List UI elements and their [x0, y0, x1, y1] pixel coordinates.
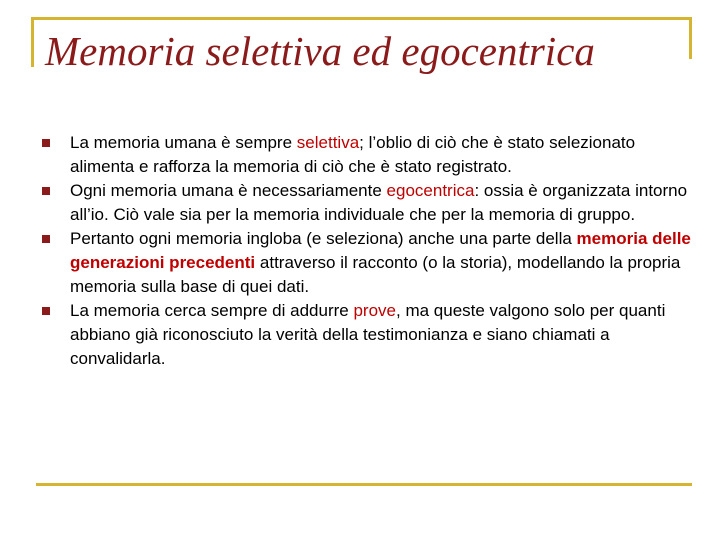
- bullet-item-egocentrica: [42, 179, 695, 227]
- bullet-text-post: , ma queste valgono solo per quanti abbiano già riconosciuto la verità della testimonianza e siano chiamati a convalidarla.: [70, 301, 666, 368]
- bullet-item-prove: [42, 299, 695, 371]
- bullet-text-pre: La memoria umana è sempre: [70, 133, 297, 152]
- square-bullet-icon: [42, 139, 50, 147]
- bullet-highlight: selettiva: [296, 133, 360, 152]
- bullet-highlight: egocentrica: [386, 181, 475, 200]
- right-accent-line: [689, 17, 692, 59]
- top-accent-line: [31, 17, 689, 20]
- left-accent-line: [31, 17, 34, 67]
- bullet-highlight: prove: [353, 301, 396, 320]
- bullet-text-post: attraverso il racconto (o la storia), modellando la propria memoria sulla base di quei dati.: [70, 253, 681, 296]
- bottom-accent-line: [36, 483, 692, 486]
- bullet-text-post: : ossia è organizzata intorno all’io. Ciò vale sia per la memoria individuale che per la memoria di gruppo.: [70, 181, 688, 224]
- square-bullet-icon: [42, 307, 50, 315]
- square-bullet-icon: [42, 187, 50, 195]
- bullet-text-pre: La memoria cerca sempre di addurre: [70, 301, 354, 320]
- bullet-item-generazioni: [42, 227, 695, 299]
- bullet-text-pre: Ogni memoria umana è necessariamente: [70, 181, 387, 200]
- bullet-text-post: ; l’oblio di ciò che è stato selezionato alimenta e rafforza la memoria di ciò che è stato registrato.: [70, 133, 636, 176]
- bullet-item-selettiva: [42, 131, 695, 179]
- square-bullet-icon: [42, 235, 50, 243]
- bullet-list: [42, 131, 702, 371]
- bullet-highlight: memoria delle generazioni precedenti: [70, 229, 691, 272]
- bullet-text-pre: Pertanto ogni memoria ingloba (e seleziona) anche una parte della: [70, 229, 577, 248]
- slide-title: Memoria selettiva ed egocentrica: [45, 28, 595, 74]
